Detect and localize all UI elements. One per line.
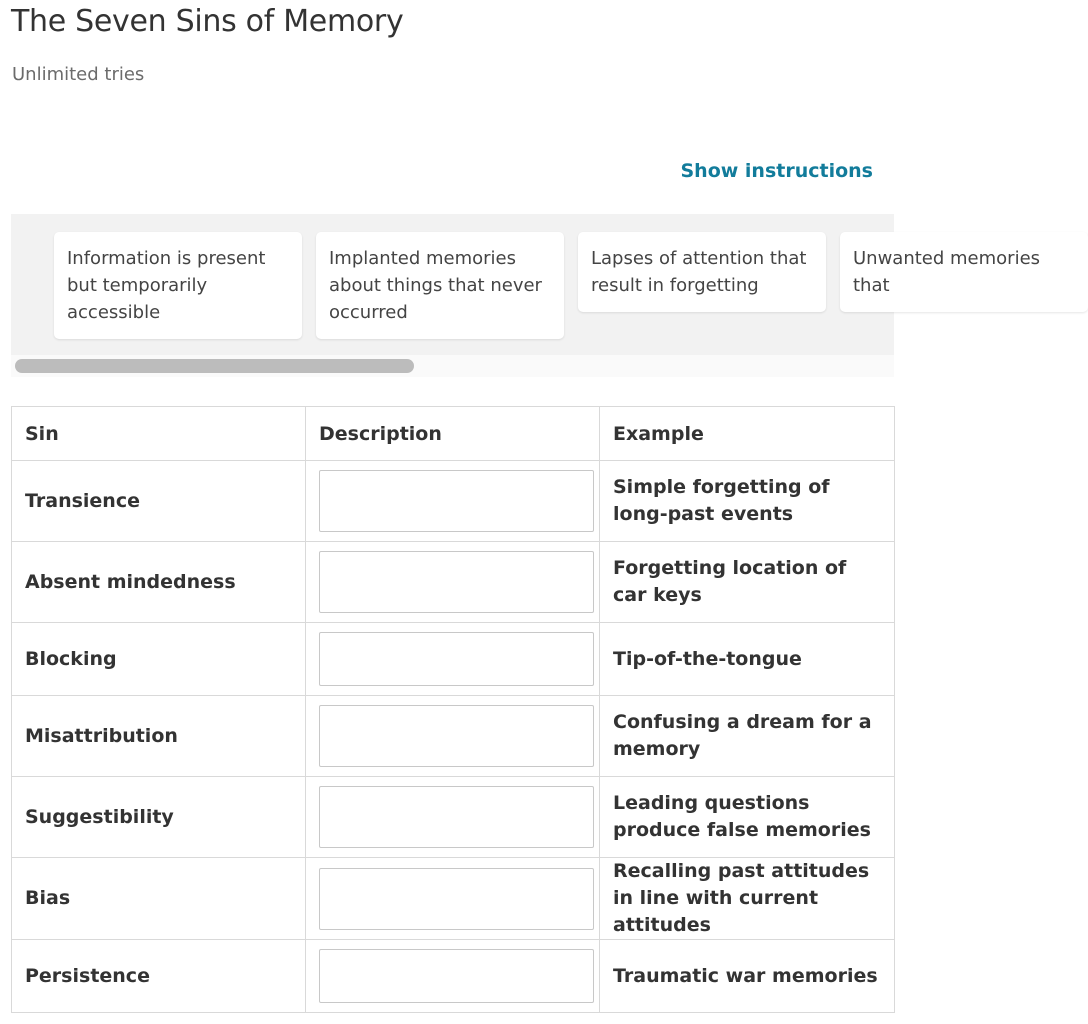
description-dropzone[interactable] <box>319 551 594 613</box>
example-cell: Recalling past attitudes in line with current attitudes <box>600 858 895 940</box>
answer-cards <box>54 232 1088 339</box>
table-row <box>12 623 895 696</box>
example-cell: Traumatic war memories <box>600 940 895 1013</box>
sin-cell: Persistence <box>12 940 306 1013</box>
example-cell: Simple forgetting of long-past events <box>600 461 895 542</box>
sin-cell: Bias <box>12 858 306 940</box>
sin-cell: Absent mindedness <box>12 542 306 623</box>
example-cell: Confusing a dream for a memory <box>600 696 895 777</box>
example-cell: Tip-of-the-tongue <box>600 623 895 696</box>
answer-card[interactable]: Information is present but temporarily accessible <box>54 232 302 339</box>
description-dropzone[interactable] <box>319 470 594 532</box>
description-dropzone[interactable] <box>319 949 594 1003</box>
column-header-sin: Sin <box>12 407 306 461</box>
tries-label: Unlimited tries <box>12 64 145 85</box>
description-dropzone[interactable] <box>319 632 594 686</box>
sin-cell: Transience <box>12 461 306 542</box>
column-header-description: Description <box>306 407 600 461</box>
sins-table <box>11 406 895 1013</box>
table-row <box>12 461 895 542</box>
description-dropzone[interactable] <box>319 868 594 930</box>
table-row <box>12 858 895 940</box>
horizontal-scrollbar[interactable] <box>15 359 414 373</box>
example-cell: Forgetting location of car keys <box>600 542 895 623</box>
table-header-row <box>12 407 895 461</box>
answer-card[interactable]: Implanted memories about things that never occurred <box>316 232 564 339</box>
sin-cell: Misattribution <box>12 696 306 777</box>
page-title: The Seven Sins of Memory <box>11 4 404 39</box>
answer-card[interactable]: Unwanted memories that <box>840 232 1088 312</box>
table-row <box>12 696 895 777</box>
example-cell: Leading questions produce false memories <box>600 777 895 858</box>
sin-cell: Suggestibility <box>12 777 306 858</box>
column-header-example: Example <box>600 407 895 461</box>
table-row <box>12 940 895 1013</box>
table-row <box>12 542 895 623</box>
answer-card[interactable]: Lapses of attention that result in forgetting <box>578 232 826 312</box>
description-dropzone[interactable] <box>319 705 594 767</box>
description-dropzone[interactable] <box>319 786 594 848</box>
table-row <box>12 777 895 858</box>
show-instructions-link[interactable]: Show instructions <box>680 160 873 182</box>
answer-tray <box>11 214 1041 377</box>
sin-cell: Blocking <box>12 623 306 696</box>
